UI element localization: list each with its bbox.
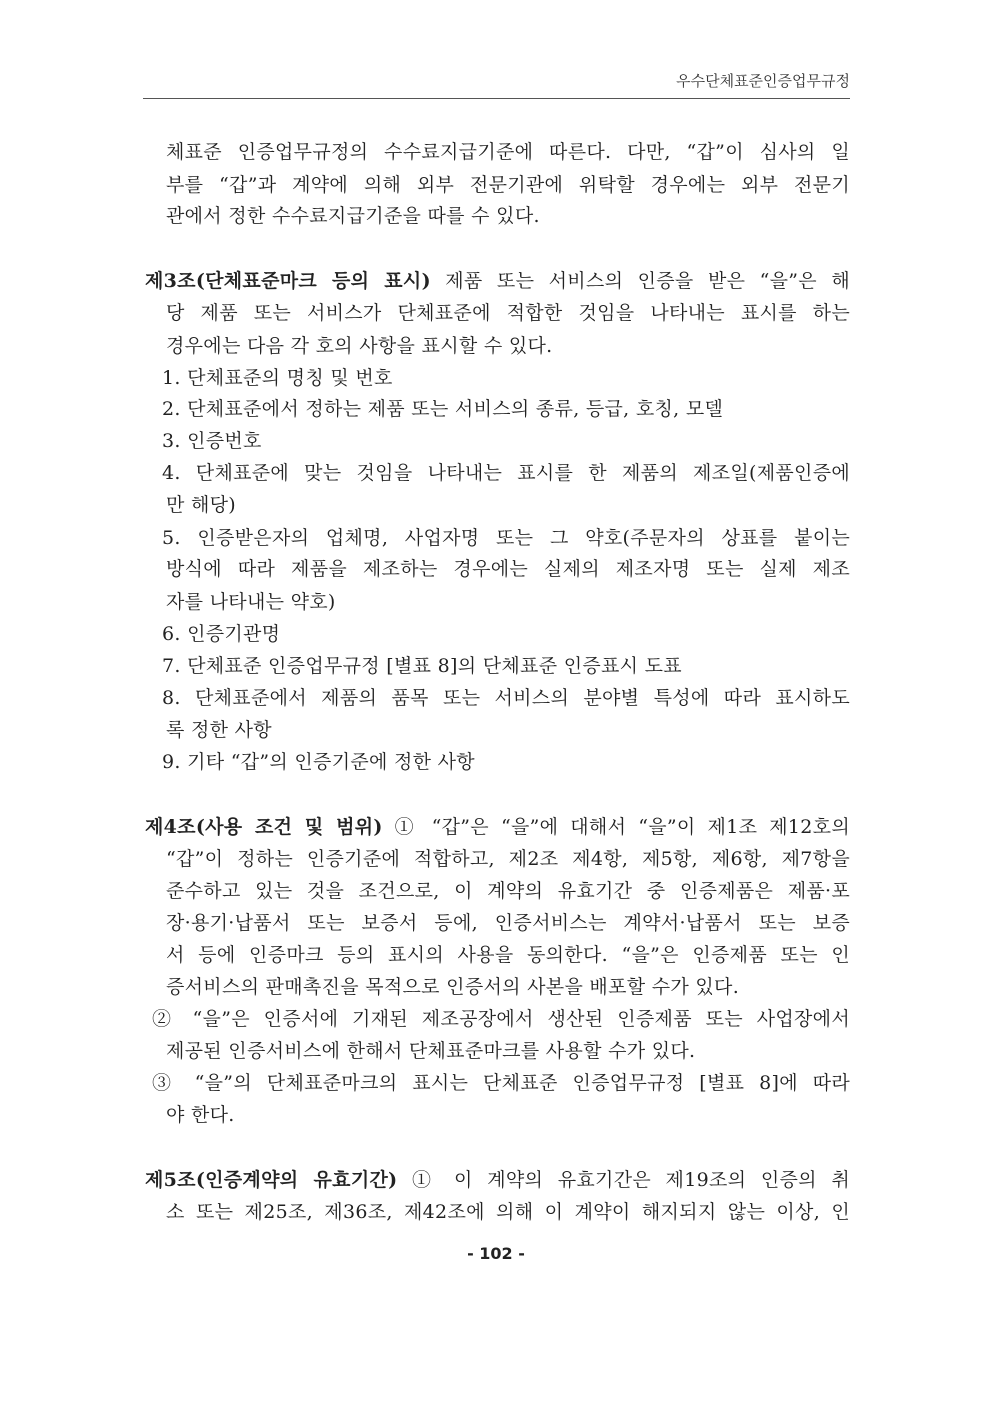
article-4-first-line [145,815,850,839]
list-item: 2. 단체표준에서 정하는 제품 또는 서비스의 종류, 등급, 호칭, 모델 [162,398,724,420]
list-item: 5. 인증받은자의 업체명, 사업자명 또는 그 약호(주문자의 상표를 붙이는 [162,527,850,549]
document-title: 우수단체표준인증업무규정 [676,72,850,90]
text-line: 부를 “갑”과 계약에 의해 외부 전문기관에 위탁할 경우에는 외부 전문기 [166,174,850,196]
article-5-first-line [145,1168,850,1192]
text-line: 당 제품 또는 서비스가 단체표준에 적합한 것임을 나타내는 표시를 하는 [166,302,850,324]
list-item: 6. 인증기관명 [162,623,281,645]
text-line: 체표준 인증업무규정의 수수료지급기준에 따른다. 다만, “갑”이 심사의 일 [166,141,850,163]
list-item: 4. 단체표준에 맞는 것임을 나타내는 표시를 한 제품의 제조일(제품인증에 [162,462,850,484]
text-line: 제공된 인증서비스에 한해서 단체표준마크를 사용할 수가 있다. [166,1040,696,1062]
text-line: 야 한다. [166,1104,235,1126]
text-line: 서 등에 인증마크 등의 표시의 사용을 동의한다. “을”은 인증제품 또는 인 [166,944,850,966]
text-line: 제품 또는 서비스의 인증을 받은 “을”은 해 [430,270,850,292]
article-3-first-line [145,269,850,293]
page-number: - 102 - [467,1244,525,1263]
list-item: 만 해당) [166,494,237,516]
list-item: 록 정한 사항 [166,719,272,741]
list-item: 3. 인증번호 [162,430,262,452]
text-line: 소 또는 제25조, 제36조, 제42조에 의해 이 계약이 해지되지 않는 이상, 인 [166,1201,850,1223]
list-item: 1. 단체표준의 명칭 및 번호 [162,367,393,389]
text-line: 준수하고 있는 것을 조건으로, 이 계약의 유효기간 중 인증제품은 제품·포 [166,880,850,902]
article-5-heading: 제5조(인증계약의 유효기간) [145,1169,398,1191]
list-item: 자를 나타내는 약호) [166,591,336,613]
text-line: 경우에는 다음 각 호의 사항을 표시할 수 있다. [166,335,553,357]
text-line: ① “갑”은 “을”에 대해서 “을”이 제1조 제12호의 [382,816,850,838]
article-3-heading: 제3조(단체표준마크 등의 표시) [145,270,431,292]
list-item: 7. 단체표준 인증업무규정 [별표 8]의 단체표준 인증표시 도표 [162,655,682,677]
text-line: ② “을”은 인증서에 기재된 제조공장에서 생산된 인증제품 또는 사업장에서 [152,1008,850,1030]
article-4-heading: 제4조(사용 조건 및 범위) [145,816,383,838]
list-item: 8. 단체표준에서 제품의 품목 또는 서비스의 분야별 특성에 따라 표시하도 [162,687,850,709]
list-item: 방식에 따라 제품을 제조하는 경우에는 실제의 제조자명 또는 실제 제조 [166,558,850,580]
header-divider [143,98,850,99]
text-line: 관에서 정한 수수료지급기준을 따를 수 있다. [166,205,540,227]
text-line: ③ “을”의 단체표준마크의 표시는 단체표준 인증업무규정 [별표 8]에 따라 [152,1072,850,1094]
text-line: 장·용기·납품서 또는 보증서 등에, 인증서비스는 계약서·납품서 또는 보증 [166,912,850,934]
text-line: 증서비스의 판매촉진을 목적으로 인증서의 사본을 배포할 수가 있다. [166,976,740,998]
list-item: 9. 기타 “갑”의 인증기준에 정한 사항 [162,751,475,773]
text-line: “갑”이 정하는 인증기준에 적합하고, 제2조 제4항, 제5항, 제6항, 제7항을 [166,848,850,870]
text-line: ① 이 계약의 유효기간은 제19조의 인증의 취 [397,1169,850,1191]
